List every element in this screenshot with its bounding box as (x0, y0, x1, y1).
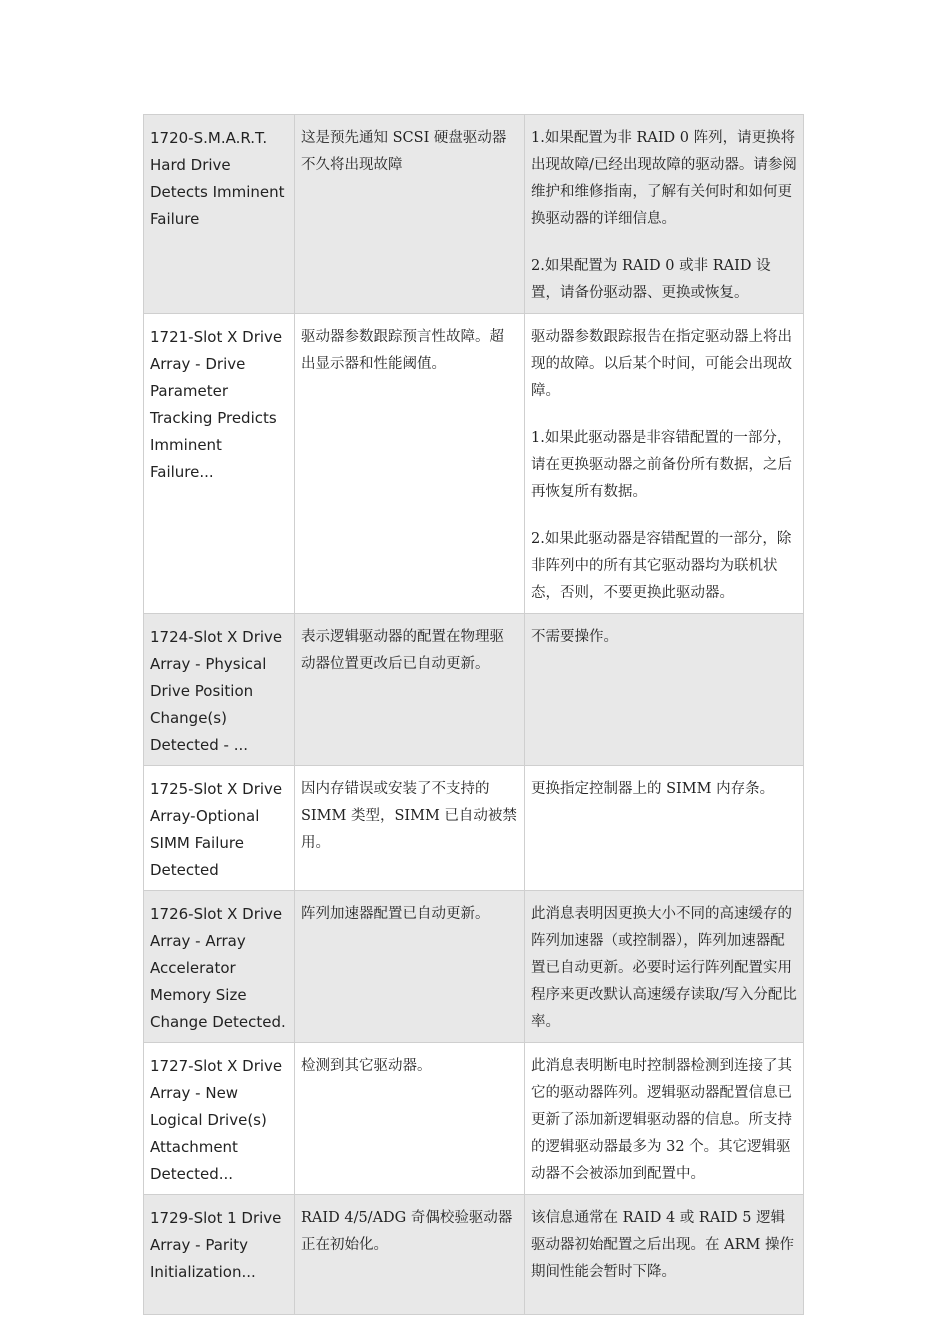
action-cell (525, 314, 804, 614)
action-paragraph: 驱动器参数跟踪报告在指定驱动器上将出现的故障。以后某个时间，可能会出现故障。 (531, 329, 792, 399)
table-row (144, 766, 804, 891)
error-code-cell: 1724-Slot X Drive Array - Physical Drive Position Change(s) Detected - ... (144, 614, 295, 766)
error-code-cell: 1729-Slot 1 Drive Array - Parity Initialization... (144, 1195, 295, 1315)
table-row (144, 614, 804, 766)
error-code-cell: 1726-Slot X Drive Array - Array Accelerator Memory Size Change Detected. (144, 891, 295, 1043)
table-row (144, 1043, 804, 1195)
error-table (143, 114, 804, 1315)
description-cell: 表示逻辑驱动器的配置在物理驱动器位置更改后已自动更新。 (295, 614, 525, 766)
action-cell (525, 1195, 804, 1315)
action-paragraph: 此消息表明断电时控制器检测到连接了其它的驱动器阵列。逻辑驱动器配置信息已更新了添加新逻辑驱动器的信息。所支持的逻辑驱动器最多为 32 个。其它逻辑驱动器不会被添加到配置中。 (531, 1058, 792, 1182)
table-row (144, 1195, 804, 1315)
action-cell (525, 1043, 804, 1195)
description-cell: 阵列加速器配置已自动更新。 (295, 891, 525, 1043)
action-paragraph: 该信息通常在 RAID 4 或 RAID 5 逻辑驱动器初始配置之后出现。在 ARM 操作期间性能会暂时下降。 (531, 1210, 794, 1280)
action-paragraph: 1.如果此驱动器是非容错配置的一部分，请在更换驱动器之前备份所有数据，之后再恢复所有数据。 (531, 430, 792, 500)
action-paragraph: 1.如果配置为非 RAID 0 阵列，请更换将出现故障/已经出现故障的驱动器。请参阅维护和维修指南，了解有关何时和如何更换驱动器的详细信息。 (531, 130, 797, 227)
description-cell: 因内存错误或安装了不支持的 SIMM 类型，SIMM 已自动被禁用。 (295, 766, 525, 891)
description-cell: 驱动器参数跟踪预言性故障。超出显示器和性能阈值。 (295, 314, 525, 614)
description-cell: 这是预先通知 SCSI 硬盘驱动器不久将出现故障 (295, 115, 525, 314)
action-cell (525, 766, 804, 891)
error-code-cell: 1721-Slot X Drive Array - Drive Parameter Tracking Predicts Imminent Failure... (144, 314, 295, 614)
action-cell (525, 891, 804, 1043)
error-code-table (143, 114, 803, 1281)
error-code-cell: 1725-Slot X Drive Array-Optional SIMM Failure Detected (144, 766, 295, 891)
error-code-cell: 1727-Slot X Drive Array - New Logical Drive(s) Attachment Detected... (144, 1043, 295, 1195)
action-paragraph: 不需要操作。 (531, 629, 618, 645)
table-row (144, 115, 804, 314)
action-cell (525, 614, 804, 766)
table-row (144, 314, 804, 614)
description-cell: RAID 4/5/ADG 奇偶校验驱动器正在初始化。 (295, 1195, 525, 1315)
action-paragraph: 2.如果此驱动器是容错配置的一部分，除非阵列中的所有其它驱动器均为联机状态，否则，不要更换此驱动器。 (531, 531, 792, 601)
action-paragraph: 2.如果配置为 RAID 0 或非 RAID 设置，请备份驱动器、更换或恢复。 (531, 258, 771, 301)
action-paragraph: 此消息表明因更换大小不同的高速缓存的阵列加速器（或控制器），阵列加速器配置已自动更新。必要时运行阵列配置实用程序来更改默认高速缓存读取/写入分配比率。 (531, 906, 797, 1030)
table-row (144, 891, 804, 1043)
action-paragraph: 更换指定控制器上的 SIMM 内存条。 (531, 781, 775, 797)
description-cell: 检测到其它驱动器。 (295, 1043, 525, 1195)
error-code-cell: 1720-S.M.A.R.T. Hard Drive Detects Imminent Failure (144, 115, 295, 314)
action-cell (525, 115, 804, 314)
